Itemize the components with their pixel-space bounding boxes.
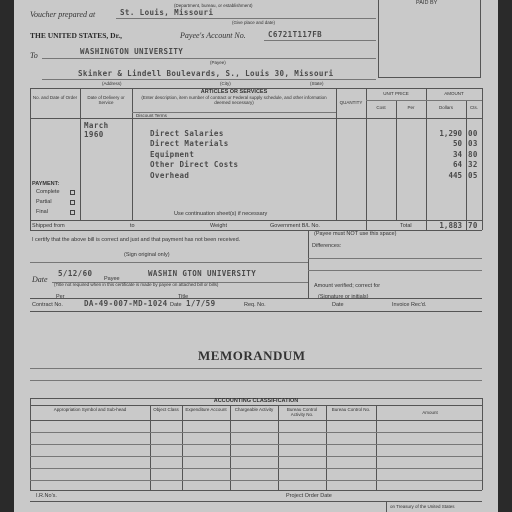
voucher-prepared-label: Voucher prepared at	[30, 10, 96, 19]
total-dollars: 1,883	[439, 221, 462, 230]
weight-label: Weight	[210, 223, 228, 229]
contract-number: DA-49-007-MD-1024	[84, 299, 168, 308]
acct-col-bureau-activity: Bureau Control Activity No.	[286, 407, 318, 417]
item-cents: 03	[468, 139, 478, 148]
item-desc: Direct Salaries	[150, 129, 224, 138]
contract-number-label: Contract No.	[32, 302, 63, 308]
payee-not-use-note: (Payee must NOT use this space)	[314, 231, 397, 237]
shipped-to-label: to	[130, 223, 135, 229]
col-order-header: No. and Date of Order	[32, 95, 78, 100]
title-note: (Title not required when in this certificate is made by payee on attached bill or bills)	[54, 282, 219, 287]
payee-name: WASHINGTON UNIVERSITY	[80, 47, 184, 56]
col-unit-price-header: UNIT PRICE	[383, 91, 409, 96]
acct-col-expenditure: Expenditure Account	[185, 407, 227, 412]
payment-partial-checkbox[interactable]	[70, 200, 75, 205]
city-caption: (City)	[220, 81, 231, 86]
treasury-note: on Treasury of the United States	[390, 504, 455, 509]
payment-final-label: Final	[36, 209, 48, 215]
contract-date-label: Date	[170, 302, 182, 308]
cert-payee-label: Payee	[104, 276, 120, 282]
contract-date: 1/7/59	[186, 299, 216, 308]
item-cents: 00	[468, 129, 478, 138]
item-desc: Equipment	[150, 150, 195, 159]
cert-payee-signature: WASHIN GTON UNIVERSITY	[148, 269, 257, 278]
item-desc: Overhead	[150, 171, 190, 180]
col-cost-header: Cost	[376, 105, 386, 110]
per-label: Per	[56, 294, 65, 300]
payment-complete-checkbox[interactable]	[70, 190, 75, 195]
item-desc: Other Direct Costs	[150, 160, 239, 169]
place-date-caption: (Give place and date)	[232, 20, 276, 25]
bl-number-label: Government B/L No.	[270, 223, 320, 229]
paid-by-label: PAID BY	[416, 0, 438, 6]
differences-label: Differences:	[312, 243, 342, 249]
continuation-note: Use continuation sheet(s) if necessary	[174, 211, 268, 217]
payment-complete-label: Complete	[36, 189, 60, 195]
col-delivery-header: Date of Delivery or Service	[87, 95, 125, 105]
acct-col-chargeable: Chargeable Activity	[234, 407, 274, 412]
payee-address: Skinker & Lindell Boulevards, S., Louis 30, Missouri	[78, 69, 334, 78]
item-dollars: 1,290	[439, 129, 462, 138]
col-discount-header: Discount Terms	[136, 113, 167, 118]
state-caption: (State)	[310, 81, 324, 86]
acct-col-object-class: Object Class	[153, 407, 179, 412]
col-per-header: Per	[407, 105, 415, 110]
col-articles-header: ARTICLES OR SERVICES	[200, 89, 268, 95]
signature-initials-label: (Signature or initials)	[318, 294, 369, 300]
voucher-place: St. Louis, Missouri	[120, 8, 214, 17]
req-date-label: Date	[332, 302, 344, 308]
sign-original-note: (Sign original only)	[124, 252, 170, 258]
payment-label: PAYMENT:	[32, 181, 60, 187]
title-label: Title	[178, 294, 189, 300]
memorandum-title: MEMORANDUM	[198, 348, 306, 363]
item-cents: 32	[468, 160, 478, 169]
payee-account-number: C6721T117FB	[268, 30, 323, 39]
item-dollars: 64	[452, 160, 462, 169]
address-caption: (Address)	[102, 81, 122, 86]
shipped-from-label: Shipped from	[32, 223, 65, 229]
accounting-title: ACCOUNTING CLASSIFICATION	[213, 398, 299, 404]
payment-final-checkbox[interactable]	[70, 210, 75, 215]
payment-partial-label: Partial	[36, 199, 52, 205]
item-cents: 05	[468, 171, 478, 180]
total-cents: 70	[468, 221, 478, 230]
req-number-label: Req. No.	[244, 302, 266, 308]
department-caption: (Department, bureau, or establishment)	[174, 3, 253, 8]
project-order-date-label: Project Order Date	[286, 493, 332, 499]
item-dollars: 50	[452, 139, 462, 148]
col-dollars-header: Dollars	[438, 105, 453, 110]
col-quantity-header: QUANTITY	[339, 100, 363, 105]
to-label: To	[30, 51, 38, 60]
amount-verified-label: Amount verified; correct for	[314, 283, 381, 289]
item-dollars: 34	[452, 150, 462, 159]
payee-account-label: Payee's Account No.	[180, 31, 246, 40]
acct-col-bureau-control: Bureau Control No.	[331, 407, 371, 412]
united-states-label: THE UNITED STATES, Dr.,	[30, 31, 122, 40]
service-month: March	[84, 121, 109, 130]
paid-by-box	[378, 0, 481, 78]
total-label: Total	[400, 223, 412, 229]
col-articles-subheader: (Enter description, item number of contract or Federal supply schedule, and other information deemed necessary)	[141, 95, 327, 105]
voucher-form	[14, 0, 498, 512]
item-dollars: 445	[448, 171, 462, 180]
payee-caption: (Payee)	[210, 60, 226, 65]
ir-numbers-label: I.R.No's.	[36, 493, 57, 499]
col-amount-header: AMOUNT	[444, 91, 464, 96]
service-year: 1960	[84, 130, 104, 139]
certification-text: I certify that the above bill is correct and just and that payment has not been received.	[32, 237, 241, 243]
cert-date-label: Date	[32, 275, 48, 284]
col-cents-header: Cts.	[469, 105, 478, 110]
acct-col-appropriation: Appropriation Symbol and Sub-head	[53, 407, 127, 412]
item-desc: Direct Materials	[150, 139, 229, 148]
invoice-received-label: Invoice Rec'd.	[392, 302, 427, 308]
acct-col-amount: Amount	[422, 410, 438, 415]
item-cents: 80	[468, 150, 478, 159]
cert-date-value: 5/12/60	[58, 269, 93, 278]
